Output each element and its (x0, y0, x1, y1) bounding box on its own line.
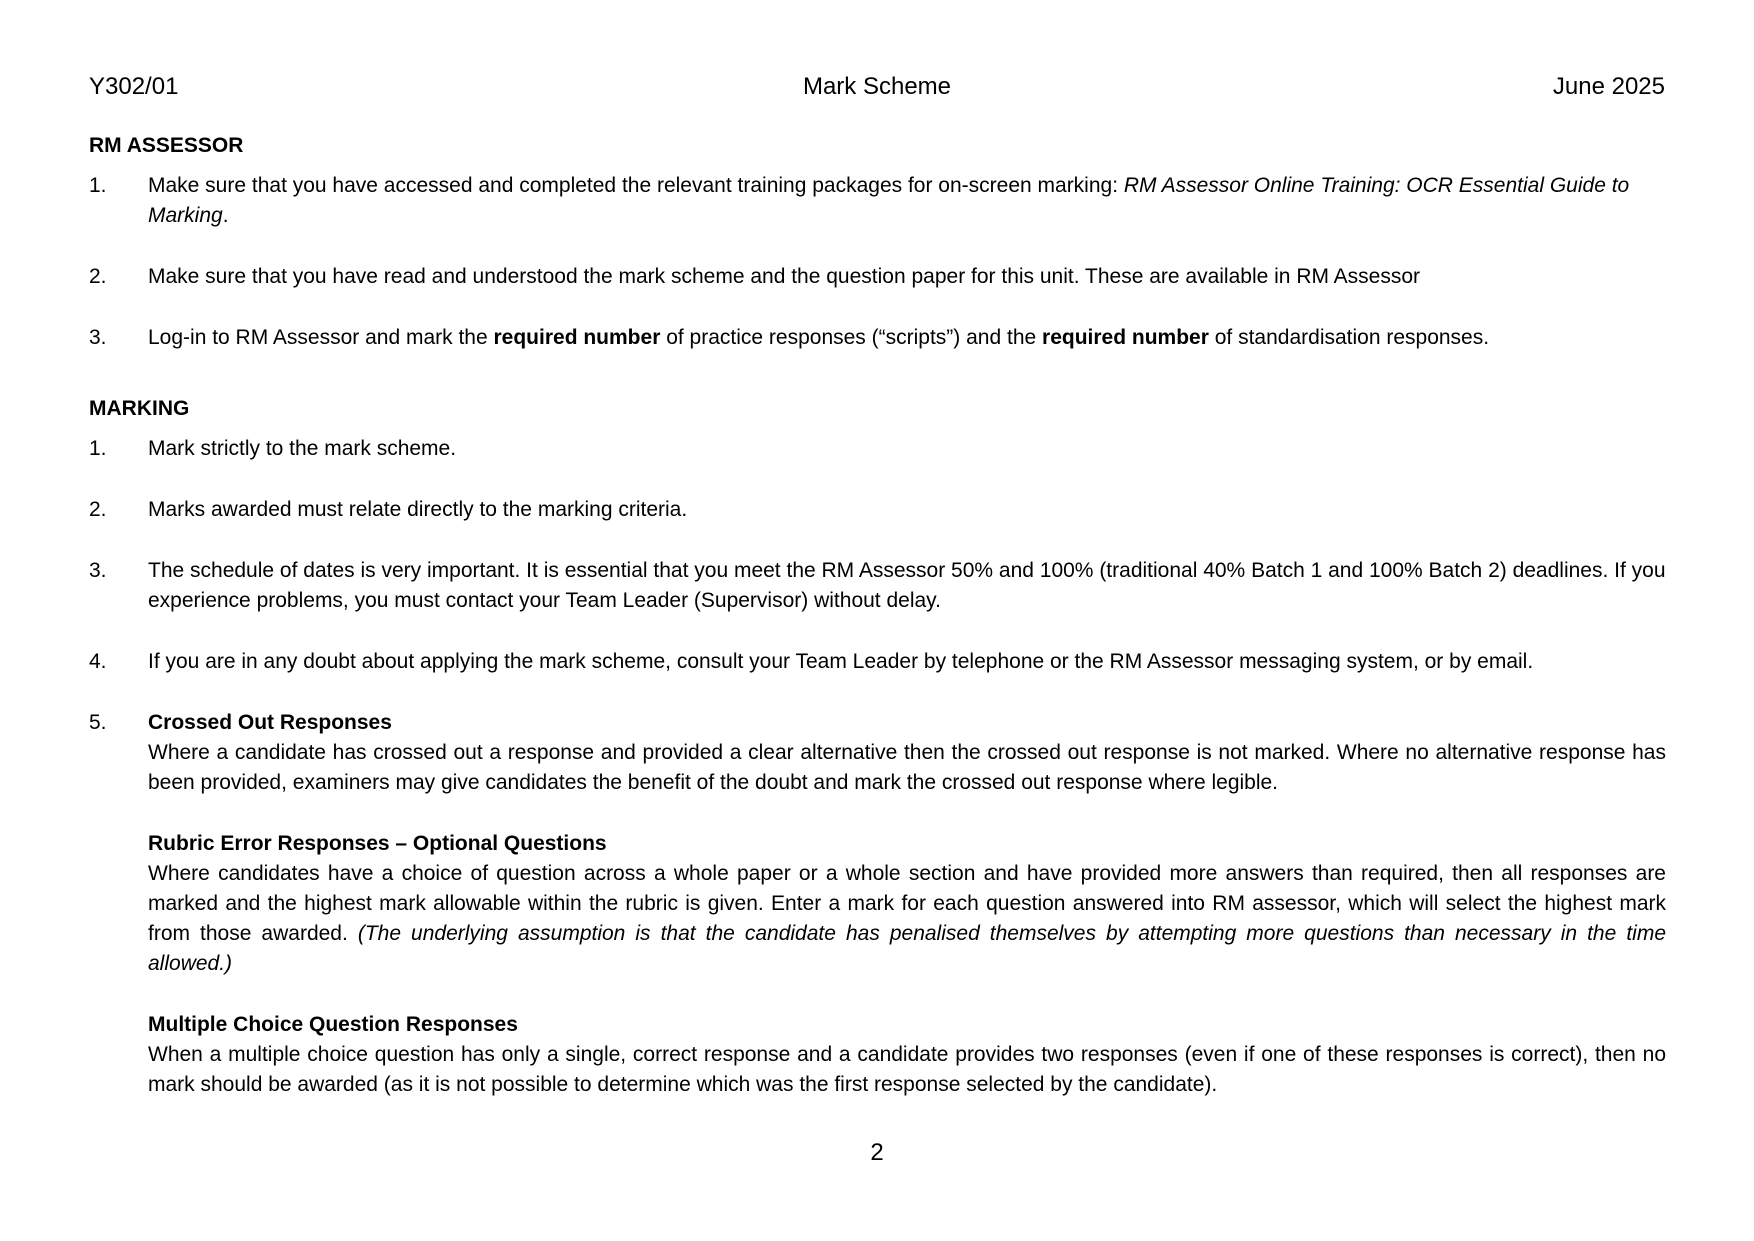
marking-item-2 (89, 495, 1666, 525)
section-heading-marking: MARKING (89, 397, 190, 420)
rubric-error-block (89, 829, 1666, 979)
section-heading-rm-assessor: RM ASSESSOR (89, 134, 244, 157)
page-number: 2 (870, 1139, 884, 1166)
page-header (89, 73, 1665, 105)
marking-item-4 (89, 647, 1666, 677)
item-text-tail: . (222, 204, 229, 227)
list-number: 2. (89, 265, 107, 288)
item-text: Mark strictly to the mark scheme. (148, 437, 457, 460)
list-number: 3. (89, 559, 107, 582)
rm-assessor-item-2 (89, 262, 1666, 292)
list-number: 5. (89, 711, 107, 734)
rubric-error-text: Where candidates have a choice of question across a whole paper or a whole section and have provided more answers than required, then all responses are marked and the highest mark allowable within the rubric is given. Enter a mark for each question answered into RM assessor, which will select the highest mark from those awarded. (148, 862, 1666, 945)
mcq-block (89, 1010, 1666, 1100)
marking-item-3 (89, 556, 1666, 616)
emphasis-required-number: required number (1042, 326, 1209, 349)
emphasis-required-number: required number (493, 326, 661, 349)
list-number: 1. (89, 437, 107, 460)
training-guide-title: RM Assessor Online Training: OCR Essential Guide to Marking (148, 174, 1630, 227)
header-title: Mark Scheme (802, 73, 952, 100)
paper-code: Y302/01 (89, 73, 179, 100)
page-content (89, 131, 1666, 1100)
list-number: 1. (89, 174, 107, 197)
rubric-error-note: (The underlying assumption is that the candidate has penalised themselves by attempting more questions than necessary in the time allowed.) (148, 922, 1666, 975)
list-number: 2. (89, 498, 107, 521)
rm-assessor-item-1 (89, 171, 1666, 231)
item-text: Make sure that you have accessed and completed the relevant training packages for on-screen marking: (148, 174, 1124, 197)
section-spacer (89, 384, 1666, 394)
marking-item-1 (89, 434, 1666, 464)
item-text: The schedule of dates is very important. It is essential that you meet the RM Assessor 50% and 100% (traditional 40% Batch 1 and 100% Batch 2) deadlines. If you experience problems, you must contact your Team Leader (Supervisor) without delay. (148, 559, 1666, 612)
crossed-out-text: Where a candidate has crossed out a response and provided a clear alternative then the crossed out response is not marked. Where no alternative response has been provided, examiners may give candidates the benefit of the doubt and mark the crossed out response where legible. (148, 741, 1666, 794)
crossed-out-heading: Crossed Out Responses (148, 711, 392, 734)
list-number: 3. (89, 326, 107, 349)
item-text: If you are in any doubt about applying the mark scheme, consult your Team Leader by telephone or the RM Assessor messaging system, or by email. (148, 650, 1534, 673)
item-text: Log-in to RM Assessor and mark the (148, 326, 494, 349)
list-number: 4. (89, 650, 107, 673)
mcq-heading: Multiple Choice Question Responses (148, 1013, 518, 1036)
item-text: of practice responses (“scripts”) and the (660, 326, 1043, 349)
mcq-text: When a multiple choice question has only a single, correct response and a candidate provides two responses (even if one of these responses is correct), then no mark should be awarded (as it is not possible to determine which was the first response selected by the candidate). (148, 1043, 1666, 1096)
header-date: June 2025 (1552, 73, 1665, 100)
item-text: of standardisation responses. (1208, 326, 1490, 349)
rubric-error-heading: Rubric Error Responses – Optional Questions (148, 832, 607, 855)
item-text: Make sure that you have read and understood the mark scheme and the question paper for this unit. These are available in RM Assessor (148, 265, 1421, 288)
item-text: Marks awarded must relate directly to the marking criteria. (148, 498, 688, 521)
marking-item-5 (89, 708, 1666, 798)
rubric-error-paragraph (148, 859, 1666, 979)
rm-assessor-item-3 (89, 323, 1666, 353)
